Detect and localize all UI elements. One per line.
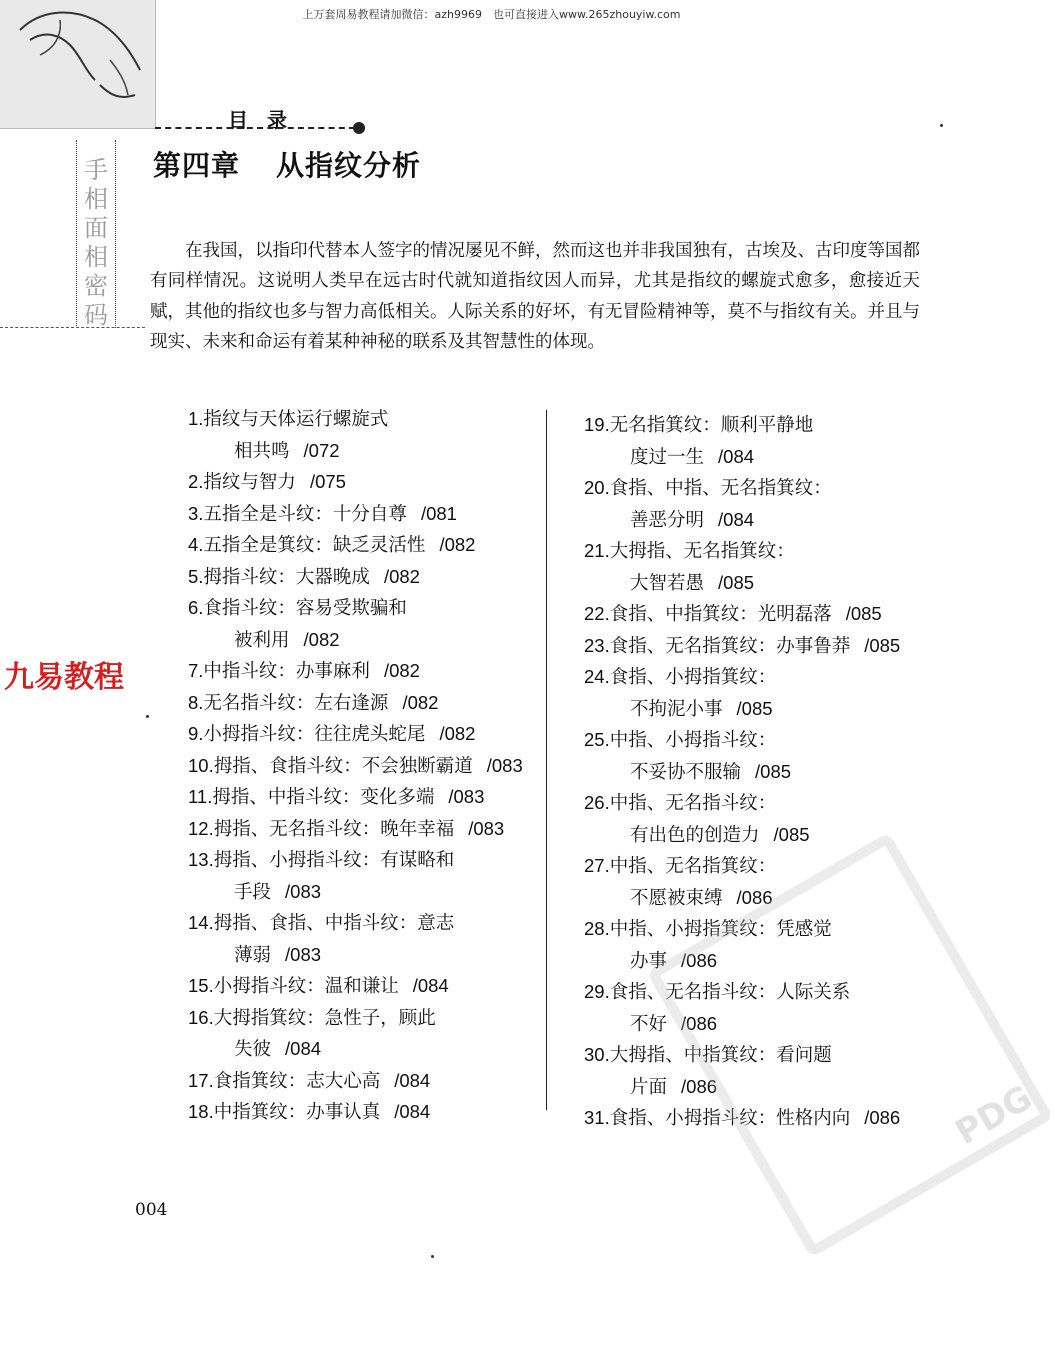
toc-entry-title: 17.食指箕纹：志大心高 xyxy=(188,1069,381,1091)
toc-entry-title: 19.无名指箕纹：顺利平静地 xyxy=(584,414,814,435)
toc-entry-title: 31.食指、小拇指斗纹：性格内向 xyxy=(584,1107,851,1128)
toc-entry xyxy=(188,907,538,970)
toc-entry-continuation xyxy=(584,567,924,599)
toc-entry-title-line2: 不愿被束缚 xyxy=(630,886,723,908)
toc-entry-page: /082 xyxy=(303,628,340,650)
top-watermark-text: 上万套周易教程请加微信：azh9969 也可直接进入www.265zhouyiw.com xyxy=(302,8,681,21)
toc-entry-page: /072 xyxy=(303,439,340,461)
chapter-title xyxy=(153,144,421,184)
side-dashed-rule xyxy=(0,327,145,328)
toc-entry-title-line2: 有出色的创造力 xyxy=(630,823,760,845)
toc-entry-page: /086 xyxy=(681,949,718,971)
toc-entry-title-line2: 不妥协不服输 xyxy=(630,760,742,782)
toc-entry-title-line2: 薄弱 xyxy=(234,943,272,965)
toc-entry-page: /085 xyxy=(864,634,901,656)
toc-entry xyxy=(188,718,538,750)
toc-entry-page: /085 xyxy=(755,760,792,782)
toc-entry xyxy=(188,1065,538,1097)
toc-entry xyxy=(584,598,924,630)
toc-entry-continuation xyxy=(188,1033,538,1065)
chapter-intro-paragraph: 在我国，以指印代替本人签字的情况屡见不鲜，然而这也并非我国独有，古埃及、古印度等国都有同样情况。这说明人类早在远古时代就知道指纹因人而异，尤其是指纹的螺旋式愈多，愈接近天赋，其他的指纹也多与智力高低相关。人际关系的好坏，有无冒险精神等，莫不与指纹有关。并且与现实、未来和命运有着某种神秘的联系及其智慧性的体现。 xyxy=(150,240,920,352)
toc-entry-page: /081 xyxy=(420,502,457,524)
toc-entry-title-line2: 手段 xyxy=(234,880,272,902)
toc-entry-title: 14.拇指、食指、中指斗纹：意志 xyxy=(188,912,455,933)
toc-entry-page: /082 xyxy=(439,723,476,744)
toc-entry-title: 11.拇指、中指斗纹：变化多端 xyxy=(188,786,435,807)
toc-entry xyxy=(188,529,538,561)
toc-entry-page: /085 xyxy=(718,571,755,593)
side-dotted-line-left xyxy=(76,140,77,328)
toc-entry-title-line2: 办事 xyxy=(630,949,668,971)
toc-entry-title-line2: 不好 xyxy=(630,1012,668,1034)
toc-entry-title: 8.无名指斗纹：左右逢源 xyxy=(188,691,389,713)
chapter-number: 第四章 xyxy=(153,149,241,182)
toc-entry-title-line2: 度过一生 xyxy=(630,445,705,467)
toc-entry-continuation xyxy=(584,441,924,473)
toc-entry-title-line2: 片面 xyxy=(630,1075,668,1097)
heading-dot xyxy=(353,122,365,134)
toc-entry-title: 15.小拇指斗纹：温和谦让 xyxy=(188,975,399,996)
toc-entry xyxy=(188,403,538,466)
chapter-name: 从指纹分析 xyxy=(276,149,422,182)
toc-entry-title-line2: 相共鸣 xyxy=(234,439,290,461)
toc-entry xyxy=(584,472,924,535)
toc-heading: 目 录 xyxy=(228,108,293,132)
toc-entry xyxy=(188,781,538,813)
toc-entry-title: 7.中指斗纹：办事麻利 xyxy=(188,660,370,681)
toc-entry-page: /075 xyxy=(309,471,346,492)
toc-entry-page: /084 xyxy=(285,1038,322,1059)
toc-entry-page: /083 xyxy=(486,754,523,776)
toc-entry-page: /085 xyxy=(736,697,773,719)
hand-sketch-icon xyxy=(0,0,155,128)
brand-watermark: 九易教程 xyxy=(4,660,124,695)
toc-entry-page: /083 xyxy=(285,880,322,902)
toc-entry xyxy=(584,630,924,662)
scan-speck xyxy=(431,1255,434,1258)
toc-entry-title-line2: 善恶分明 xyxy=(630,508,705,530)
toc-entry-page: /082 xyxy=(383,660,420,681)
toc-entry-continuation xyxy=(188,624,538,656)
toc-entry-continuation xyxy=(584,756,924,788)
toc-entry xyxy=(584,724,924,787)
toc-entry xyxy=(188,750,538,782)
toc-entry-title: 9.小拇指斗纹：往往虎头蛇尾 xyxy=(188,723,426,744)
toc-entry-title: 20.食指、中指、无名指箕纹： xyxy=(584,477,832,498)
toc-entry xyxy=(188,844,538,907)
toc-entry-page: /083 xyxy=(448,786,485,807)
toc-entry-title: 5.拇指斗纹：大器晚成 xyxy=(188,565,370,587)
toc-entry-title-line2: 被利用 xyxy=(234,628,290,650)
toc-entry-title: 28.中指、小拇指箕纹：凭感觉 xyxy=(584,918,832,939)
toc-entry xyxy=(188,687,538,719)
toc-entry-page: /086 xyxy=(864,1107,901,1128)
heading-dashed-rule xyxy=(155,127,355,129)
toc-entry-page: /083 xyxy=(468,817,505,839)
toc-entry xyxy=(188,813,538,845)
toc-entry-page: /085 xyxy=(845,603,882,624)
toc-entry xyxy=(584,409,924,472)
toc-entry-title: 1.指纹与天体运行螺旋式 xyxy=(188,408,389,429)
hand-face-illustration xyxy=(0,0,156,129)
toc-entry xyxy=(188,466,538,498)
toc-entry-title: 27.中指、无名指箕纹： xyxy=(584,855,777,876)
toc-entry xyxy=(188,592,538,655)
side-dotted-line-right xyxy=(115,140,116,328)
toc-entry-page: /084 xyxy=(394,1069,431,1091)
toc-entry-title: 2.指纹与智力 xyxy=(188,471,296,492)
toc-entry xyxy=(188,561,538,593)
scan-speck xyxy=(146,715,149,718)
toc-entry-page: /082 xyxy=(383,565,420,587)
toc-entry-title-line2: 不拘泥小事 xyxy=(630,697,723,719)
toc-entry-continuation xyxy=(188,435,538,467)
toc-entry-title: 30.大拇指、中指箕纹：看问题 xyxy=(584,1044,832,1065)
page-number: 004 xyxy=(135,1200,168,1220)
toc-entry-title: 24.食指、小拇指箕纹： xyxy=(584,666,777,687)
toc-entry-page: /086 xyxy=(681,1012,718,1034)
toc-entry-continuation xyxy=(188,876,538,908)
toc-entry-page: /085 xyxy=(773,823,810,845)
toc-entry-page: /086 xyxy=(681,1075,718,1097)
toc-entry-title: 25.中指、小拇指斗纹： xyxy=(584,729,777,750)
toc-list-left xyxy=(188,403,538,1128)
toc-entry xyxy=(188,498,538,530)
side-book-title: 手相面相密码 xyxy=(84,156,108,329)
toc-entry-page: /086 xyxy=(736,886,773,908)
toc-entry-continuation xyxy=(188,939,538,971)
toc-entry xyxy=(188,970,538,1002)
scan-speck xyxy=(940,124,943,127)
toc-entry-title: 16.大拇指箕纹：急性子，顾此 xyxy=(188,1006,436,1028)
toc-entry-title-line2: 大智若愚 xyxy=(630,571,705,593)
toc-entry-page: /084 xyxy=(394,1101,431,1122)
toc-entry-page: /084 xyxy=(718,445,755,467)
toc-entry-title: 22.食指、中指箕纹：光明磊落 xyxy=(584,603,832,624)
toc-entry-continuation xyxy=(584,693,924,725)
toc-entry-title: 12.拇指、无名指斗纹：晚年幸福 xyxy=(188,817,455,839)
toc-entry-title: 29.食指、无名指斗纹：人际关系 xyxy=(584,981,851,1002)
toc-entry-page: /083 xyxy=(285,943,322,965)
toc-entry-page: /084 xyxy=(718,508,755,530)
toc-entry-page: /082 xyxy=(439,534,476,555)
toc-entry-title: 21.大拇指、无名指箕纹： xyxy=(584,540,795,561)
toc-entry-title: 10.拇指、食指斗纹：不会独断霸道 xyxy=(188,754,473,776)
toc-entry xyxy=(584,661,924,724)
toc-entry-page: /082 xyxy=(402,691,439,713)
stamp-text: PDG xyxy=(948,1077,1040,1154)
toc-entry-title: 4.五指全是箕纹：缺乏灵活性 xyxy=(188,534,426,555)
toc-entry-title: 23.食指、无名指箕纹：办事鲁莽 xyxy=(584,634,851,656)
toc-entry-title: 26.中指、无名指斗纹： xyxy=(584,792,777,813)
toc-entry-title: 18.中指箕纹：办事认真 xyxy=(188,1101,381,1122)
toc-entry-title-line2: 失彼 xyxy=(234,1038,272,1059)
toc-entry-title: 13.拇指、小拇指斗纹：有谋略和 xyxy=(188,849,455,870)
side-book-title-frame xyxy=(72,140,120,328)
toc-entry xyxy=(188,1096,538,1128)
toc-entry xyxy=(584,535,924,598)
toc-entry xyxy=(188,655,538,687)
toc-entry-page: /084 xyxy=(412,975,449,996)
toc-entry xyxy=(188,1002,538,1065)
column-divider xyxy=(546,410,547,1110)
toc-entry-title: 3.五指全是斗纹：十分自尊 xyxy=(188,502,407,524)
toc-entry-title: 6.食指斗纹：容易受欺骗和 xyxy=(188,597,407,618)
toc-entry-continuation xyxy=(584,504,924,536)
